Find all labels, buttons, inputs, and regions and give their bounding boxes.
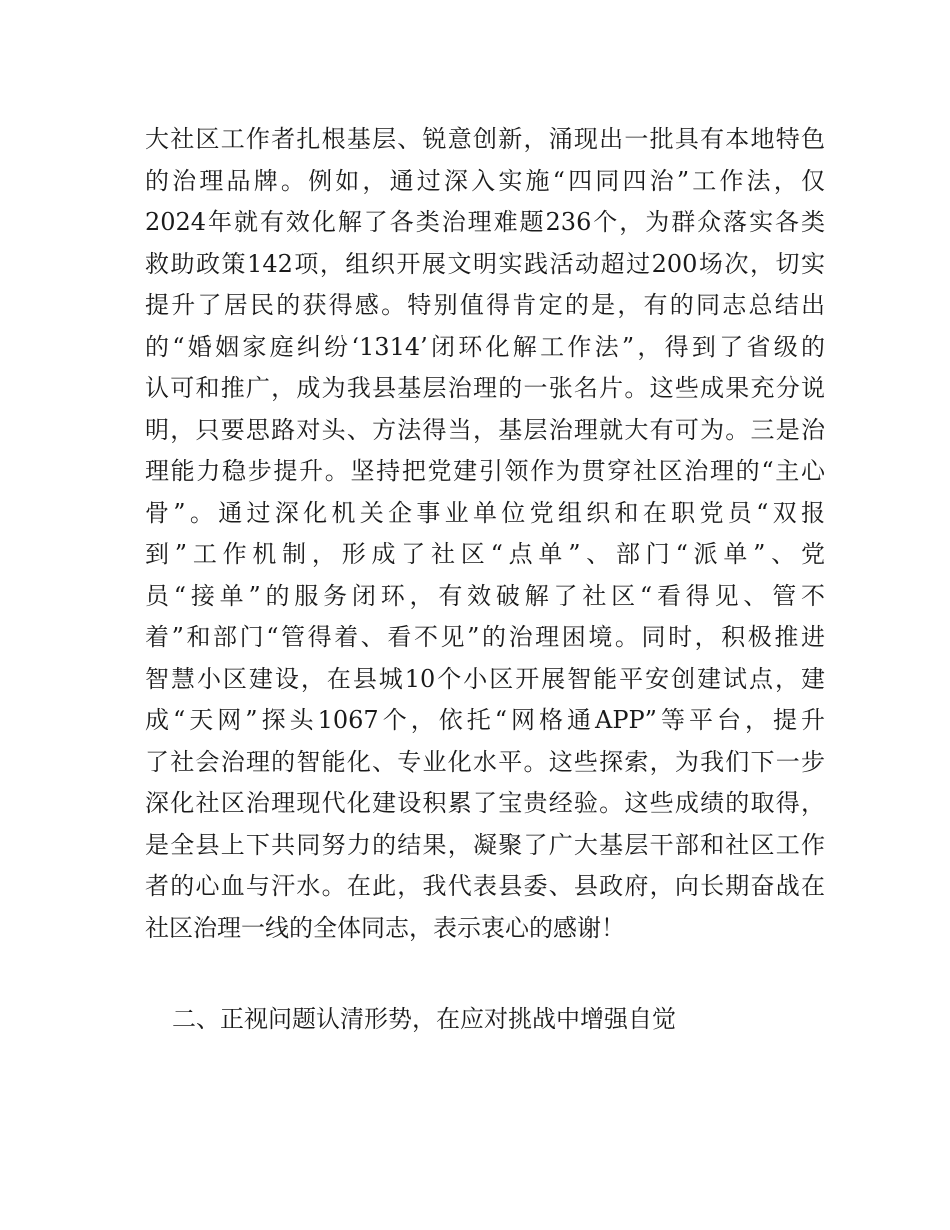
paragraph-line: 的治理品牌。例如，通过深入实施“四同四治”工作法，仅 (145, 166, 825, 195)
paragraph-line: 认可和推广，成为我县基层治理的一张名片。这些成果充分说 (145, 374, 825, 402)
paragraph-line: 智慧小区建设，在县城10个小区开展智能平安创建试点，建 (145, 664, 825, 693)
paragraph-line: 提升了居民的获得感。特别值得肯定的是，有的同志总结出 (145, 291, 825, 319)
paragraph-line: 大社区工作者扎根基层、锐意创新，涌现出一批具有本地特色 (145, 125, 825, 153)
paragraph-line: 骨”。通过深化机关企事业单位党组织和在职党员“双报 (145, 498, 825, 527)
paragraph-line: 到”工作机制，形成了社区“点单”、部门“派单”、党 (145, 540, 825, 568)
paragraph-line: 成“天网”探头1067个，依托“网格通APP”等平台，提升 (145, 706, 825, 734)
paragraph-line: 理能力稳步提升。坚持把党建引领作为贯穿社区治理的“主心 (145, 457, 825, 485)
paragraph-line: 的“婚姻家庭纠纷‘1314’闭环化解工作法”，得到了省级的 (145, 332, 825, 361)
section-heading: 二、正视问题认清形势，在应对挑战中增强自觉 (172, 1005, 676, 1033)
paragraph-line: 员“接单”的服务闭环，有效破解了社区“看得见、管不 (145, 581, 825, 610)
paragraph-line: 救助政策142项，组织开展文明实践活动超过200场次，切实 (145, 249, 825, 278)
paragraph-line: 者的心血与汗水。在此，我代表县委、县政府，向长期奋战在 (145, 872, 825, 900)
paragraph-line: 社区治理一线的全体同志，表示衷心的感谢！ (145, 913, 625, 942)
paragraph-line: 了社会治理的智能化、专业化水平。这些探索，为我们下一步 (145, 747, 825, 776)
body-paragraph (145, 119, 825, 949)
paragraph-line: 明，只要思路对头、方法得当，基层治理就大有可为。三是治 (145, 415, 825, 444)
paragraph-line: 着”和部门“管得着、看不见”的治理困境。同时，积极推进 (145, 623, 825, 651)
paragraph-line: 是全县上下共同努力的结果，凝聚了广大基层干部和社区工作 (145, 830, 825, 859)
paragraph-line: 2024年就有效化解了各类治理难题236个，为群众落实各类 (145, 208, 825, 236)
paragraph-line: 深化社区治理现代化建设积累了宝贵经验。这些成绩的取得， (145, 789, 825, 817)
